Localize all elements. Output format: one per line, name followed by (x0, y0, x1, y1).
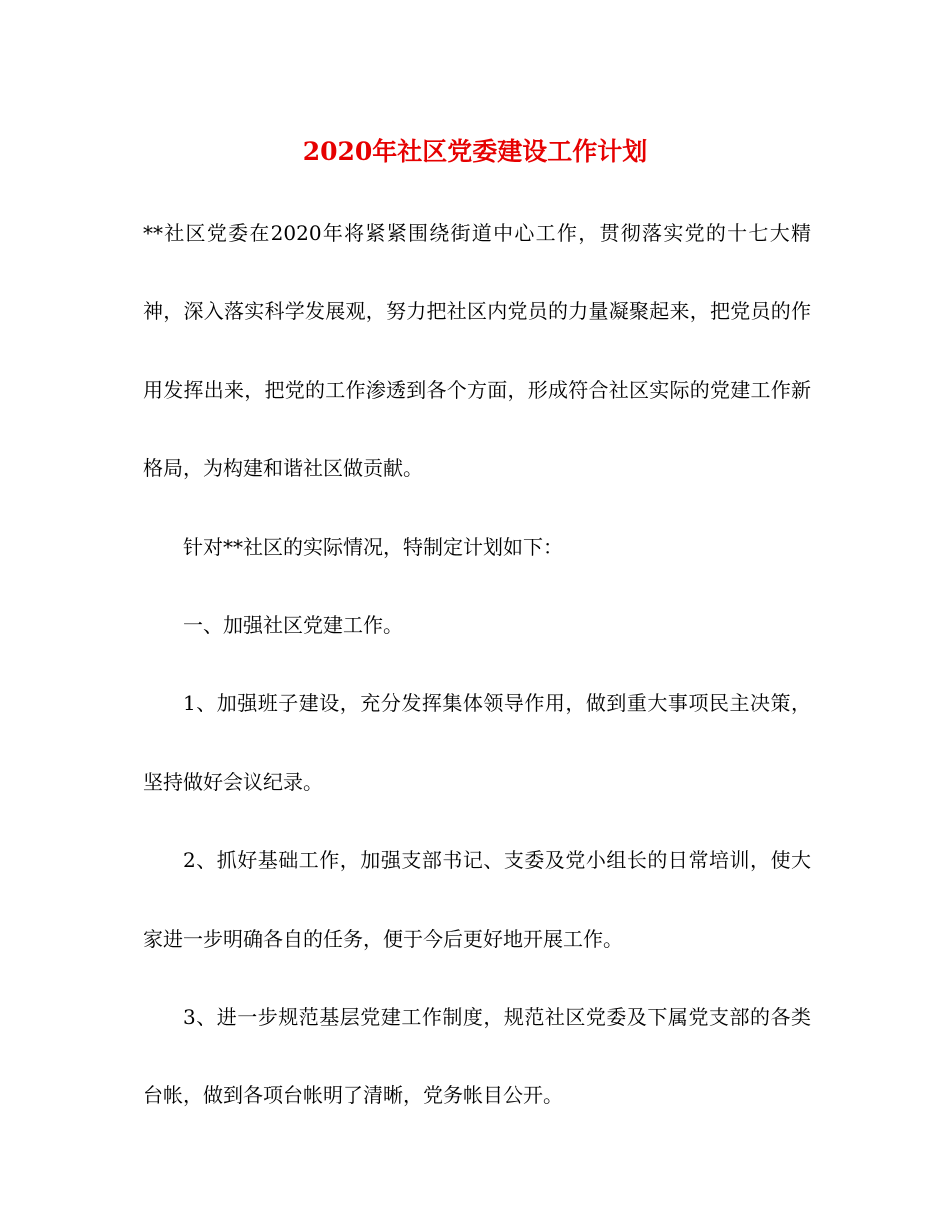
paragraph-plan-intro: 针对**社区的实际情况，特制定计划如下： (183, 534, 563, 559)
document-title: 2020年社区党委建设工作计划 (302, 137, 648, 166)
document-body (143, 194, 811, 1135)
list-item-3: 3、进一步规范基层党建工作制度，规范社区党委及下属党支部的各类台帐，做到各项台帐明了清晰，党务帐目公开。 (143, 1005, 811, 1108)
list-item-2: 2、抓好基础工作，加强支部书记、支委及党小组长的日常培训，使大家进一步明确各自的任务，便于今后更好地开展工作。 (143, 848, 811, 951)
list-item-1: 1、加强班子建设，充分发挥集体领导作用，做到重大事项民主决策，坚持做好会议纪录。 (143, 691, 811, 794)
section-heading-1: 一、加强社区党建工作。 (183, 613, 403, 638)
paragraph-intro: **社区党委在2020年将紧紧围绕街道中心工作，贯彻落实党的十七大精神，深入落实科学发展观，努力把社区内党员的力量凝聚起来，把党员的作用发挥出来，把党的工作渗透到各个方面，形成符合社区实际的党建工作新格局，为构建和谐社区做贡献。 (143, 221, 811, 481)
